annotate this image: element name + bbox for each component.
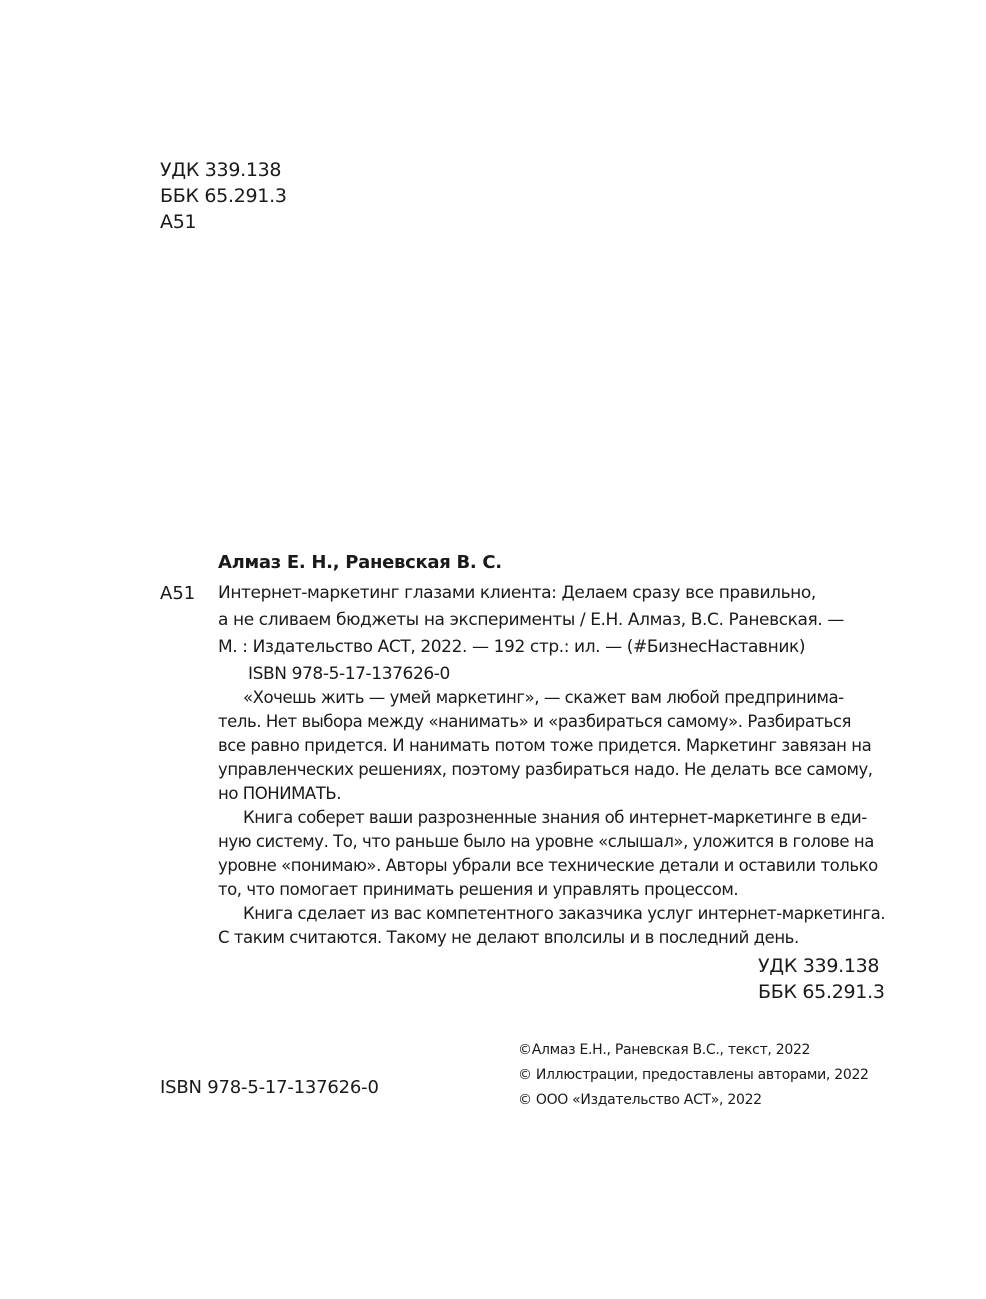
annotation-line: «Хочешь жить — умей маркетинг», — скажет вам любой предпринима- xyxy=(243,688,844,707)
udk-code: УДК 339.138 xyxy=(160,159,282,181)
annotation-line: ную систему. То, что раньше было на уровне «слышал», уложится в голове на xyxy=(218,832,874,851)
copyright-line: ©Алмаз Е.Н., Раневская В.С., текст, 2022 xyxy=(518,1042,811,1058)
top-classification xyxy=(160,157,287,235)
biblio-line: а не сливаем бюджеты на эксперименты / Е.Н. Алмаз, В.С. Раневская. — xyxy=(218,610,844,630)
annotation-line: уровне «понимаю». Авторы убрали все технические детали и оставили только xyxy=(218,856,878,875)
bibliographic-description xyxy=(218,580,883,688)
annotation xyxy=(218,686,886,950)
copyright-line: © ООО «Издательство АСТ», 2022 xyxy=(518,1092,762,1108)
authors-heading: Алмаз Е. Н., Раневская В. С. xyxy=(218,552,502,573)
annotation-line: управленческих решениях, поэтому разбираться надо. Не делать все самому, xyxy=(218,760,873,779)
bbk-code: ББК 65.291.3 xyxy=(160,185,287,207)
bbk-code: ББК 65.291.3 xyxy=(758,981,885,1003)
annotation-line: С таким считаются. Такому не делают вполсилы и в последний день. xyxy=(218,928,799,947)
isbn-bottom: ISBN 978-5-17-137626-0 xyxy=(160,1077,379,1098)
author-sign: А51 xyxy=(160,211,197,233)
annotation-line: то, что помогает принимать решения и управлять процессом. xyxy=(218,880,739,899)
record-isbn: ISBN 978-5-17-137626-0 xyxy=(248,664,450,684)
annotation-line: Книга соберет ваши разрозненные знания об интернет-маркетинге в еди- xyxy=(243,808,867,827)
biblio-line: Интернет-маркетинг глазами клиента: Делаем сразу все правильно, xyxy=(218,583,816,603)
annotation-line: но ПОНИМАТЬ. xyxy=(218,784,342,803)
annotation-line: все равно придется. И нанимать потом тоже придется. Маркетинг завязан на xyxy=(218,736,872,755)
annotation-line: тель. Нет выбора между «нанимать» и «разбираться самому». Разбираться xyxy=(218,712,852,731)
biblio-line: М. : Издательство АСТ, 2022. — 192 стр.: ил. — (#БизнесНаставник) xyxy=(218,637,806,657)
copyright-line: © Иллюстрации, предоставлены авторами, 2022 xyxy=(518,1067,869,1083)
record-author-sign: А51 xyxy=(160,583,196,604)
copyright-block xyxy=(518,1038,869,1113)
udk-code: УДК 339.138 xyxy=(758,955,880,977)
annotation-line: Книга сделает из вас компетентного заказчика услуг интернет-маркетинга. xyxy=(243,904,886,923)
bottom-classification xyxy=(758,953,885,1005)
